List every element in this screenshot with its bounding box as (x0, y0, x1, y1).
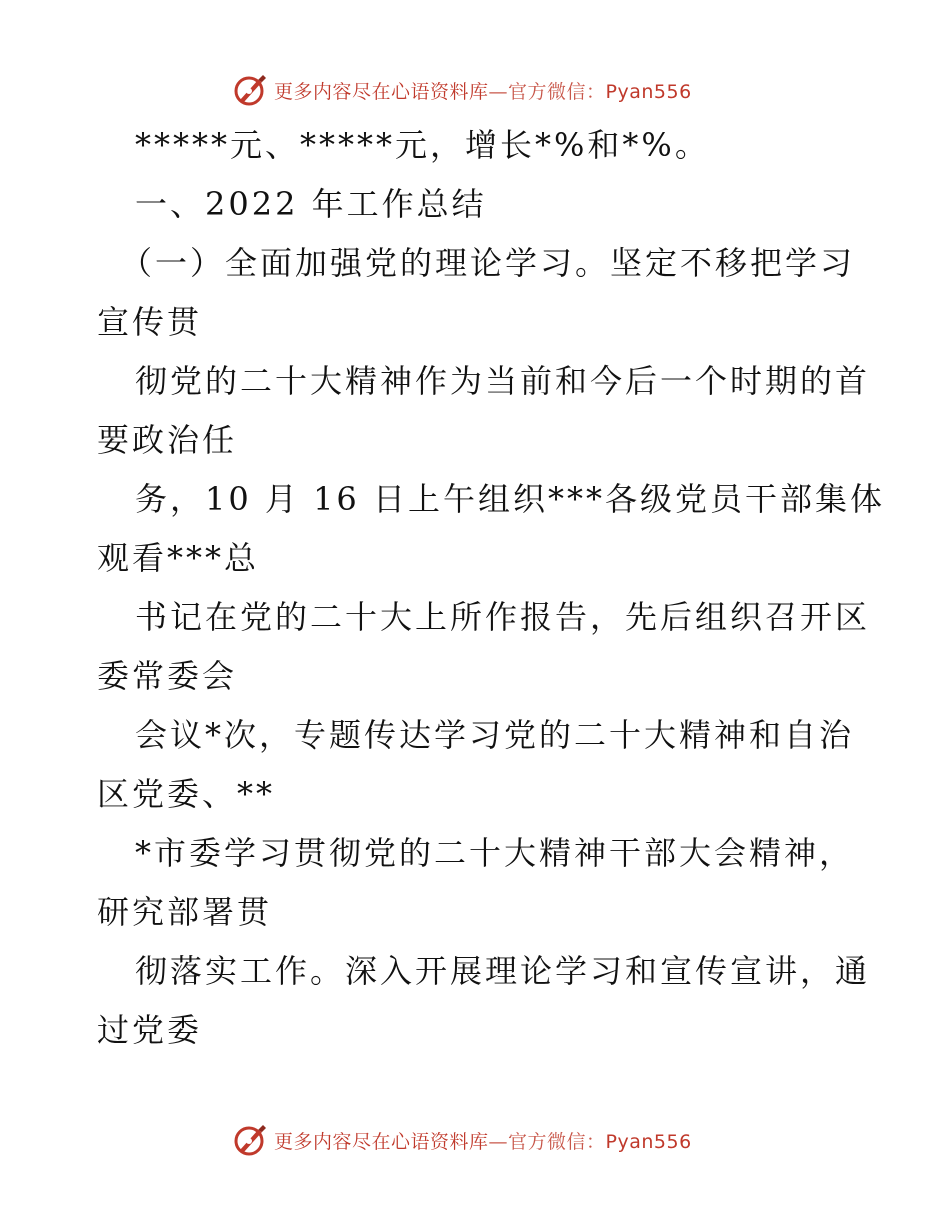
text-line: 彻党的二十大精神作为当前和今后一个时期的首 (135, 362, 871, 400)
text-line: *****元、*****元，增长*%和*%。 (135, 126, 710, 164)
text-line: 要政治任 (97, 421, 238, 459)
section-heading: 一、2022 年工作总结 (135, 185, 487, 223)
watermark-wechat-id: Pyan556 (605, 80, 692, 103)
text-line: 观看***总 (97, 539, 260, 577)
watermark-text (274, 1127, 692, 1154)
watermark-dash: — (488, 1130, 509, 1153)
text-line: *市委学习贯彻党的二十大精神干部大会精神， (135, 834, 855, 872)
text-line: 彻落实工作。深入开展理论学习和宣传宣讲，通 (135, 952, 871, 990)
text-line: 研究部署贯 (97, 893, 273, 931)
watermark-wechat-id: Pyan556 (605, 1130, 692, 1153)
watermark-official: 官方微信： (508, 80, 606, 103)
watermark-dash: — (488, 80, 509, 103)
watermark-site: 更多内容尽在心语资料库 (274, 80, 489, 103)
footer-watermark (232, 1122, 692, 1158)
pen-logo-icon (232, 1122, 268, 1158)
text-line: （一）全面加强党的理论学习。坚定不移把学习 (120, 244, 856, 282)
text-line: 会议*次，专题传达学习党的二十大精神和自治 (135, 716, 855, 754)
text-line: 区党委、** (97, 775, 276, 813)
text-line: 过党委 (97, 1011, 203, 1049)
text-line: 书记在党的二十大上所作报告，先后组织召开区 (135, 598, 871, 636)
text-line: 务，10 月 16 日上午组织***各级党员干部集体 (135, 480, 885, 518)
watermark-site: 更多内容尽在心语资料库 (274, 1130, 489, 1153)
watermark-official: 官方微信： (508, 1130, 606, 1153)
text-line: 委常委会 (97, 657, 238, 695)
text-line: 宣传贯 (97, 303, 203, 341)
